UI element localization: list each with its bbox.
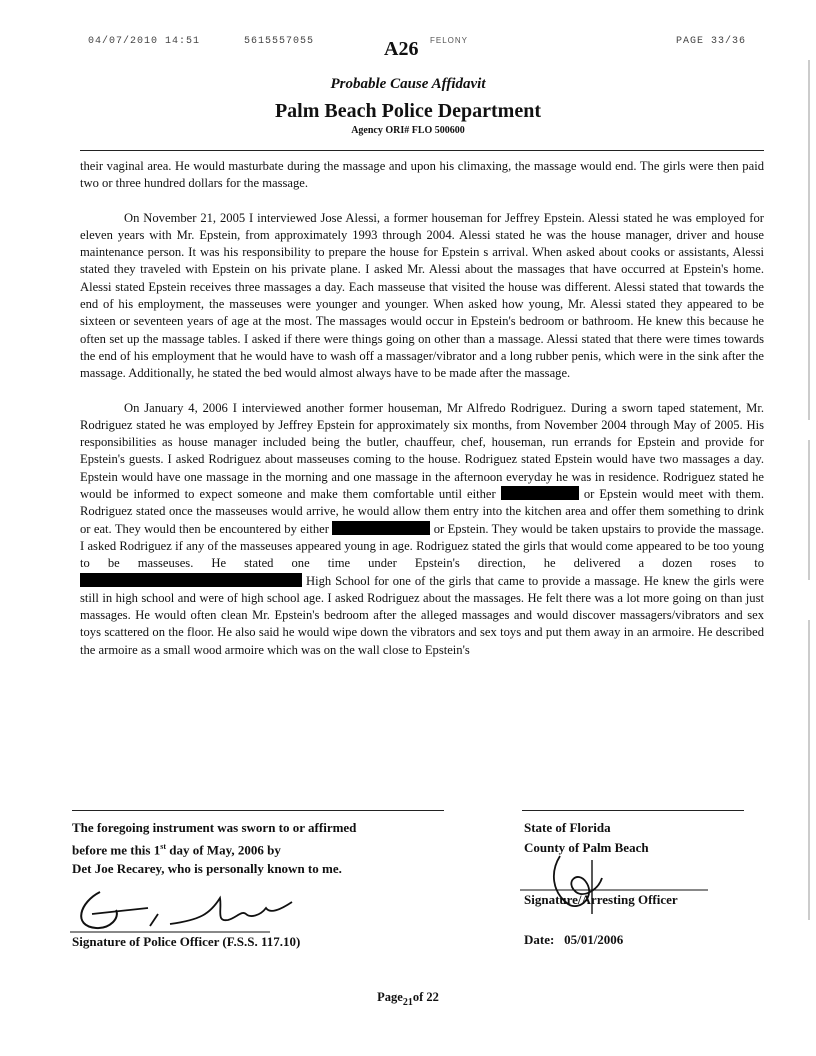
police-signature-label: Signature of Police Officer (F.S.S. 117.10) xyxy=(72,934,301,949)
fax-number: 5615557055 xyxy=(244,36,315,47)
fax-date-time: 04/07/2010 14:51 xyxy=(88,36,201,47)
scan-edge-mark xyxy=(808,440,810,580)
sworn-line-1: The foregoing instrument was sworn to or affirmed xyxy=(72,820,357,835)
form-title: Probable Cause Affidavit xyxy=(330,76,486,92)
header-divider xyxy=(80,150,764,151)
signature-date xyxy=(524,930,623,949)
sworn-line-3: Det Joe Recarey, who is personally known to me. xyxy=(72,861,342,877)
sworn-statement xyxy=(72,818,356,878)
date-label: Date: xyxy=(524,932,555,947)
department-name: Palm Beach Police Department xyxy=(274,100,542,122)
rodriguez-text-2: or Epstein would meet with them. Rodriguez stated once the masseuses would arrive, he would allow them entry into the kitchen area and offer them something to drink or eat. They would then be encountered by either xyxy=(80,487,764,536)
redaction-block xyxy=(501,486,579,500)
continuation-paragraph: their vaginal area. He would masturbate during the massage and upon his climaxing, the massage would end. The girls were then paid two or three hundred dollars for the massage. xyxy=(80,159,764,191)
scan-edge-mark xyxy=(808,620,810,920)
state-label: State of Florida xyxy=(524,820,611,835)
total-pages: 22 xyxy=(426,990,439,1004)
page-code: A26 xyxy=(384,38,419,60)
footer-left-rule xyxy=(72,810,444,811)
scan-edge-mark xyxy=(808,60,810,420)
fax-page-label: PAGE 33/36 xyxy=(676,36,747,47)
redaction-block xyxy=(332,521,430,535)
current-page: 21 xyxy=(402,997,413,1008)
county-label: County of Palm Beach xyxy=(524,840,649,855)
affidavit-body xyxy=(80,158,764,659)
rodriguez-text-3: or Epstein. They would be taken upstairs to provide the massage. I asked Rodriguez if any of the masseuses appeared young in age. Rodriguez stated the girls that would come appeared to be too young to be masseuses. He stated one time under Epstein's direction, he delivered a dozen roses to xyxy=(80,521,764,571)
fax-status: FELONY xyxy=(430,36,469,45)
page-number: Page$_{21}$of 22 xyxy=(377,990,439,1008)
date-value: 05/01/2006 xyxy=(564,932,624,947)
agency-ori: Agency ORI# FLO 500600 xyxy=(351,125,465,136)
redaction-block xyxy=(80,573,302,587)
rodriguez-paragraph xyxy=(80,400,764,659)
footer-right-rule xyxy=(522,810,744,811)
alessi-paragraph: On November 21, 2005 I interviewed Jose Alessi, a former houseman for Jeffrey Epstein. Alessi stated he was employed for eleven years with Mr. Epstein, from approximately 1993 through 2004. Alessi stated he was the house manager, driver and house maintenance person. It was his responsibility to prepare the house for Epstein s arrival. When asked about cooks or assistants, Alessi stated they traveled with Epstein on his private plane. I asked Mr. Alessi about the massages that have occurred at Epstein's home. Alessi stated Epstein receives three massages a day. Each masseuse that visited the house was different. Alessi stated that towards the end of his employment, the masseuses were younger and younger. When asked how young, Mr. Alessi stated they appeared to be sixteen or seventeen years of age at the most. The massages would occur in Epstein's bedroom or bathroom. He knew this because he often set up the massage tables. I asked if there were things going on other than a massage. Alessi stated that there were times towards the end of his employment that he would have to wash off a massager/vibrator and a long rubber penis, which were in the sink after the massage. Additionally, he stated the bed would almost always have to be made after the massage. xyxy=(80,210,764,381)
arresting-officer-label: Signature/Arresting Officer xyxy=(524,892,678,907)
rodriguez-text-1: On January 4, 2006 I interviewed another former houseman, Mr Alfredo Rodriguez. During a sworn taped statement, Mr. Rodriguez stated he was employed by Jeffrey Epstein for approximately six months, from November 2004 through May of 2005. His responsibilities as house manager included being the butler, chauffeur, chef, houseman, run errands for Epstein and provide for Epstein's guests. I asked Rodriguez about masseuses coming to the house. Rodriguez stated Epstein would have two massages a day. Epstein would have one massage in the morning and one massage in the afternoon everyday he was in residence. Rodriguez stated he would be informed to expect someone and make them comfortable until either xyxy=(80,400,764,502)
sworn-line-2: before me this 1st day of May, 2006 by xyxy=(72,842,281,858)
rodriguez-text-4: High School for one of the girls that came to provide a massage. He knew the girls were still in high school and were of high school age. I asked Rodriguez about the massages. He felt there was a lot more going on than just massages. He would often clean Mr. Epstein's bedroom after the alleged massages and would discover massagers/vibrators and sex toys scattered on the floor. He also said he would wipe down the vibrators and sex toys and put them away in an armoire. He described the armoire as a small wood armoire which was on the wall close to Epstein's xyxy=(80,573,764,657)
police-signature xyxy=(70,880,300,940)
